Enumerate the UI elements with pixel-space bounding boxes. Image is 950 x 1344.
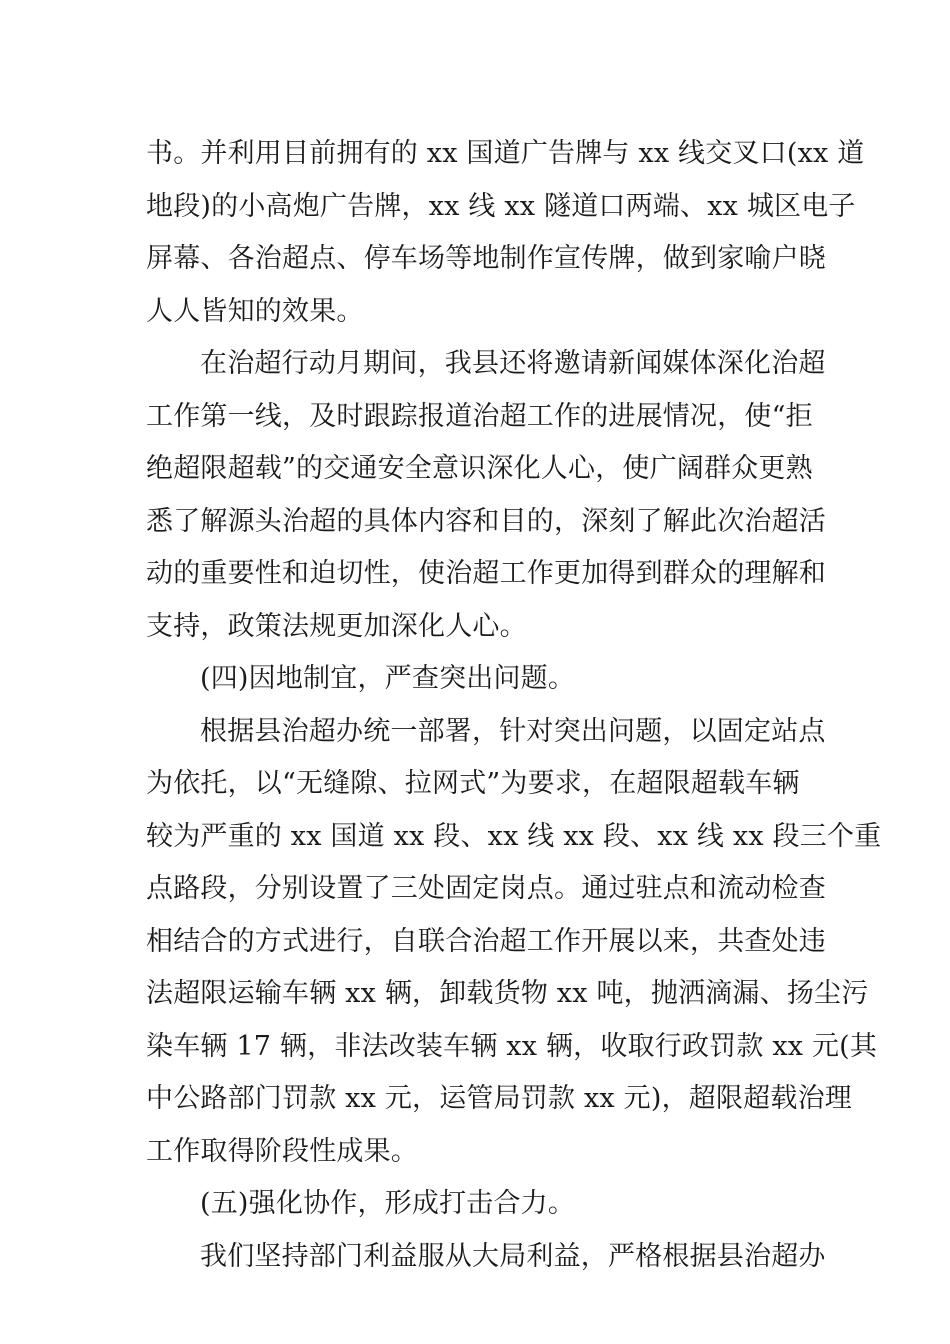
paragraph-first-line: 在治超行动月期间，我县还将邀请新闻媒体深化治超 bbox=[200, 348, 826, 379]
text-line: 相结合的方式进行，自联合治超工作开展以来，共查处违 bbox=[146, 925, 826, 957]
text-line: 人人皆知的效果。 bbox=[146, 295, 364, 327]
text-line: 为依托，以“无缝隙、拉网式”为要求，在超限超载车辆 bbox=[146, 768, 800, 799]
text-line: 地段)的小高炮广告牌，xx 线 xx 隧道口两端、xx 城区电子 bbox=[146, 190, 856, 222]
document-body bbox=[146, 128, 882, 1283]
paragraph-first-line: 根据县治超办统一部署，针对突出问题，以固定站点 bbox=[200, 715, 826, 747]
text-line: 动的重要性和迫切性，使治超工作更加得到群众的理解和 bbox=[146, 558, 826, 589]
paragraph-first-line: 我们坚持部门利益服从大局利益，严格根据县治超办 bbox=[200, 1240, 826, 1272]
text-line: 染车辆 17 辆，非法改装车辆 xx 辆，收取行政罚款 xx 元(其 bbox=[146, 1030, 878, 1062]
text-line: 工作取得阶段性成果。 bbox=[146, 1135, 418, 1167]
text-line: 中公路部门罚款 xx 元，运管局罚款 xx 元)，超限超载治理 bbox=[146, 1083, 852, 1114]
text-line: 法超限运输车辆 xx 辆，卸载货物 xx 吨，抛洒滴漏、扬尘污 bbox=[146, 978, 869, 1009]
text-line: 屏幕、各治超点、停车场等地制作宣传牌，做到家喻户晓 bbox=[146, 243, 826, 274]
text-line: 悉了解源头治超的具体内容和目的，深刻了解此次治超活 bbox=[146, 505, 826, 537]
text-line: 点路段，分别设置了三处固定岗点。通过驻点和流动检查 bbox=[146, 873, 826, 904]
text-line: 工作第一线，及时跟踪报道治超工作的进展情况，使“拒 bbox=[146, 400, 813, 432]
text-line: 书。并利用目前拥有的 xx 国道广告牌与 xx 线交叉口(xx 道 bbox=[146, 138, 865, 169]
text-line: 支持，政策法规更加深化人心。 bbox=[146, 610, 527, 642]
section-heading: (五)强化协作，形成打击合力。 bbox=[200, 1188, 576, 1219]
text-line: 绝超限超载”的交通安全意识深化人心，使广阔群众更熟 bbox=[146, 453, 813, 484]
section-heading: (四)因地制宜，严查突出问题。 bbox=[200, 663, 576, 694]
text-line: 较为严重的 xx 国道 xx 段、xx 线 xx 段、xx 线 xx 段三个重 bbox=[146, 820, 882, 852]
